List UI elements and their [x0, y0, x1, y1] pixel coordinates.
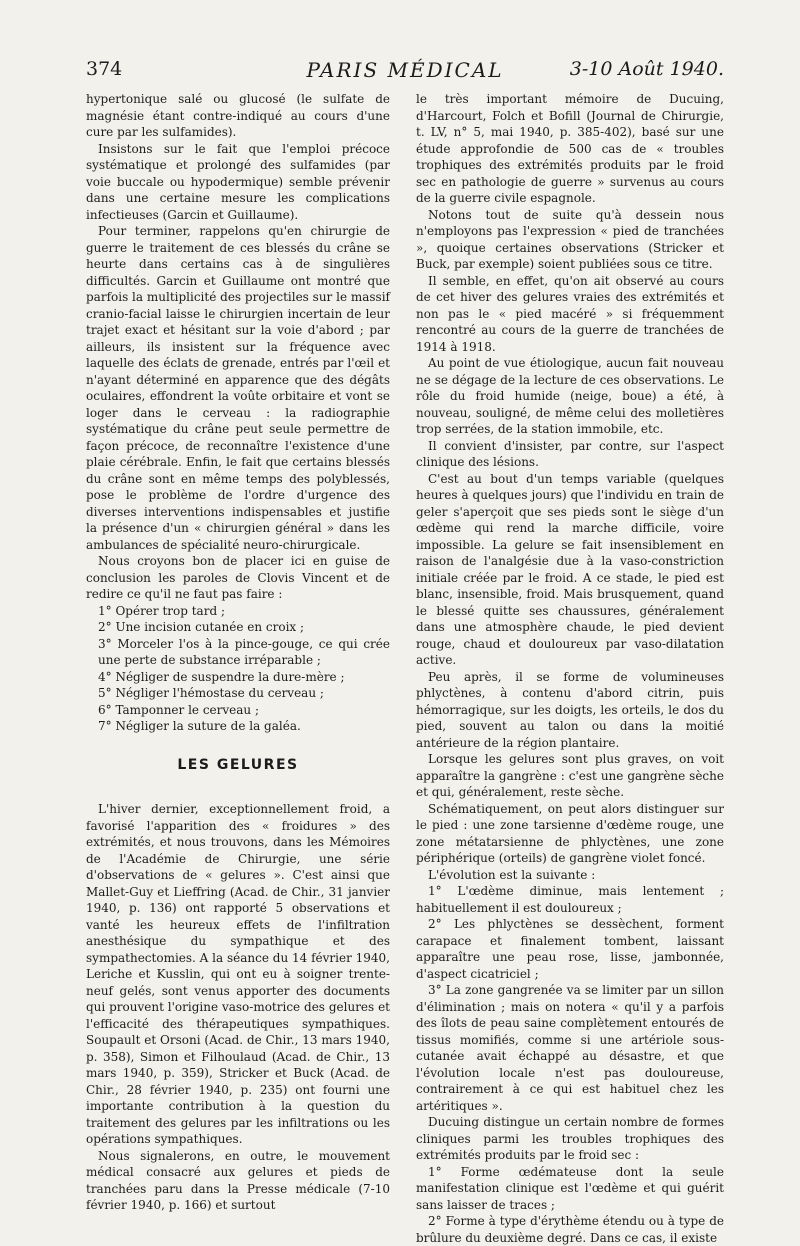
paragraph: hypertonique salé ou glucosé (le sulfate de magnésie étant contre-indiqué au cours d'une cure par les sulfamides). — [86, 92, 390, 139]
list-item: 7° Négliger la suture de la galéa. — [98, 719, 301, 733]
page-header — [86, 58, 724, 90]
list-item: 3° Morceler l'os à la pince-gouge, ce qui crée une perte de substance irréparable ; — [98, 636, 390, 667]
paragraph: Au point de vue étiologique, aucun fait nouveau ne se dégage de la lecture de ces observations. Le rôle du froid humide (neige, boue) a été, à nouveau, souligné, de même celui des molletières trop serrées, de la station immobile, etc. — [416, 356, 724, 436]
list-item: 2° Une incision cutanée en croix ; — [98, 620, 305, 634]
paragraph: Schématiquement, on peut alors distinguer sur le pied : une zone tarsienne d'œdème rouge, une zone métatarsienne de phlyctènes, une zone périphérique (orteils) de gangrène violet foncé. — [416, 801, 724, 865]
list-item: 3° La zone gangrenée va se limiter par un sillon d'élimination ; mais on notera « qu'il y a parfois des îlots de peau saine complètement entourés de tissus momifiés, comme si une artériole sous-cutanée avait échappé au désastre, et que l'évolution locale n'est pas douloureuse, contrairement à ce qui est habituel chez les artéritiques ». — [416, 983, 724, 1113]
list-item: 1° Opérer trop tard ; — [98, 603, 225, 618]
list-item: 1° L'œdème diminue, mais lentement ; habituellement il est douloureux ; — [416, 884, 724, 915]
list-item: 2° Forme à type d'érythème étendu ou à type de brûlure du deuxième degré. Dans ce cas, il existe — [416, 1214, 724, 1245]
left-column — [86, 91, 390, 1214]
paragraph: Peu après, il se forme de volumineuses phlyctènes, à contenu d'abord citrin, puis hémorragique, sur les doigts, les orteils, le dos du pied, souvent au talon ou dans la moitié antérieure de la région plantaire. — [416, 669, 724, 750]
page-number: 374 — [86, 58, 123, 80]
list-item: 6° Tamponner le cerveau ; — [98, 702, 260, 717]
paragraph: Nous croyons bon de placer ici en guise de conclusion les paroles de Clovis Vincent et de redire ce qu'il ne faut pas faire : — [86, 554, 390, 601]
list-item: 5° Négliger l'hémostase du cerveau ; — [98, 686, 324, 700]
right-column — [416, 91, 724, 1246]
paragraph: Notons tout de suite qu'à dessein nous n'employons pas l'expression « pied de tranchées », quoique certaines observations (Stricker et Buck, par exemple) soient publiées sous ce titre. — [416, 207, 724, 271]
section-heading: LES GELURES — [177, 756, 299, 773]
list-item: 2° Les phlyctènes se dessèchent, forment carapace et finalement tombent, laissant apparaître une peau rose, lisse, jambonnée, d'aspect cicatriciel ; — [416, 917, 724, 981]
paragraph: Nous signalerons, en outre, le mouvement médical consacré aux gelures et pieds de tranchées paru dans la Presse médicale (7-10 février 1940, p. 166) et surtout — [86, 1148, 390, 1212]
paragraph: Il semble, en effet, qu'on ait observé au cours de cet hiver des gelures vraies des extrémités et non pas le « pied macéré » si fréquemment rencontré au cours de la guerre de tranchées de 1914 à 1918. — [416, 273, 724, 354]
paragraph: Pour terminer, rappelons qu'en chirurgie de guerre le traitement de ces blessés du crâne se heurte dans certains cas à de singulières difficultés. Garcin et Guillaume ont montré que parfois la multiplicité des projectiles sur le massif cranio-facial laisse le chirurgien incertain de leur trajet exact et hésitant sur la voie d'abord ; par ailleurs, ils insistent sur la fréquence avec laquelle des éclats de grenade, entrés par l'œil et n'ayant déterminé en apparence que des dégâts oculaires, effondrent la voûte orbitaire et vont se loger dans le cerveau : la radiographie systématique du crâne peut seule permettre de façon précoce, de reconnaître l'existence d'une plaie cérébrale. Enfin, le fait que certains blessés du crâne sont en même temps des polyblessés, pose le problème de l'ordre d'urgence des diverses interventions indispensables et justifie la présence d'un « chirurgien général » dans les ambulances de spécialité neuro-chirurgicale. — [86, 224, 390, 552]
issue-date: 3-10 Août 1940. — [569, 58, 724, 80]
paragraph: L'hiver dernier, exceptionnellement froid, a favorisé l'apparition des « froidures » des extrémités, et nous trouvons, dans les Mémoires de l'Académie de Chirurgie, une série d'observations de « gelures ». C'est ainsi que Mallet-Guy et Lieffring (Acad. de Chir., 31 janvier 1940, p. 136) ont rapporté 5 observations et vanté les heureux effets de l'infiltration anesthésique du sympathique et des sympathectomies. A la séance du 14 février 1940, Leriche et Kusslin, qui ont eu à soigner trente-neuf gelés, sont venus apporter des documents qui prouvent l'origine vaso-motrice des gelures et l'efficacité des thérapeutiques sympathiques. Soupault et Orsoni (Acad. de Chir., 13 mars 1940, p. 358), Simon et Filhoulaud (Acad. de Chir., 13 mars 1940, p. 359), Stricker et Buck (Acad. de Chir., 28 février 1940, p. 235) ont fourni une importante contribution à la question du traitement des gelures par les infiltrations ou les opérations sympathiques. — [86, 802, 390, 1146]
paragraph: Insistons sur le fait que l'emploi précoce systématique et prolongé des sulfamides (par voie buccale ou hypodermique) semble prévenir dans une certaine mesure les complications infectieuses (Garcin et Guillaume). — [86, 141, 390, 222]
journal-title: PARIS MÉDICAL — [306, 58, 504, 82]
paragraph: Il convient d'insister, par contre, sur l'aspect clinique des lésions. — [416, 438, 724, 469]
paragraph: C'est au bout d'un temps variable (quelques heures à quelques jours) que l'individu en train de geler s'aperçoit que ses pieds sont le siège d'un œdème qui rend la marche difficile, voire impossible. La gelure se fait insensiblement en raison de l'analgésie due à la vaso-constriction initiale créée par le froid. A ce stade, le pied est blanc, insensible, froid. Mais brusquement, quand le blessé quitte ses chaussures, généralement dans une atmosphère chaude, le pied devient rouge, chaud et douloureux par vaso-dilatation active. — [416, 471, 724, 667]
paragraph: le très important mémoire de Ducuing, d'Harcourt, Folch et Bofill (Journal de Chirurgie, t. LV, n° 5, mai 1940, p. 385-402), basé sur une étude approfondie de 500 cas de « troubles trophiques des extrémités produits par le froid sec en pathologie de guerre » survenus au cours de la guerre civile espagnole. — [416, 92, 724, 205]
paragraph: L'évolution est la suivante : — [428, 867, 596, 882]
list-item: 4° Négliger de suspendre la dure-mère ; — [98, 669, 345, 684]
paragraph: Lorsque les gelures sont plus graves, on voit apparaître la gangrène : c'est une gangrène sèche et qui, généralement, reste sèche. — [416, 752, 724, 799]
paragraph: Ducuing distingue un certain nombre de formes cliniques parmi les troubles trophiques des extrémités produits par le froid sec : — [416, 1115, 724, 1162]
list-item: 1° Forme œdémateuse dont la seule manifestation clinique est l'œdème et qui guérit sans laisser de traces ; — [416, 1164, 724, 1212]
